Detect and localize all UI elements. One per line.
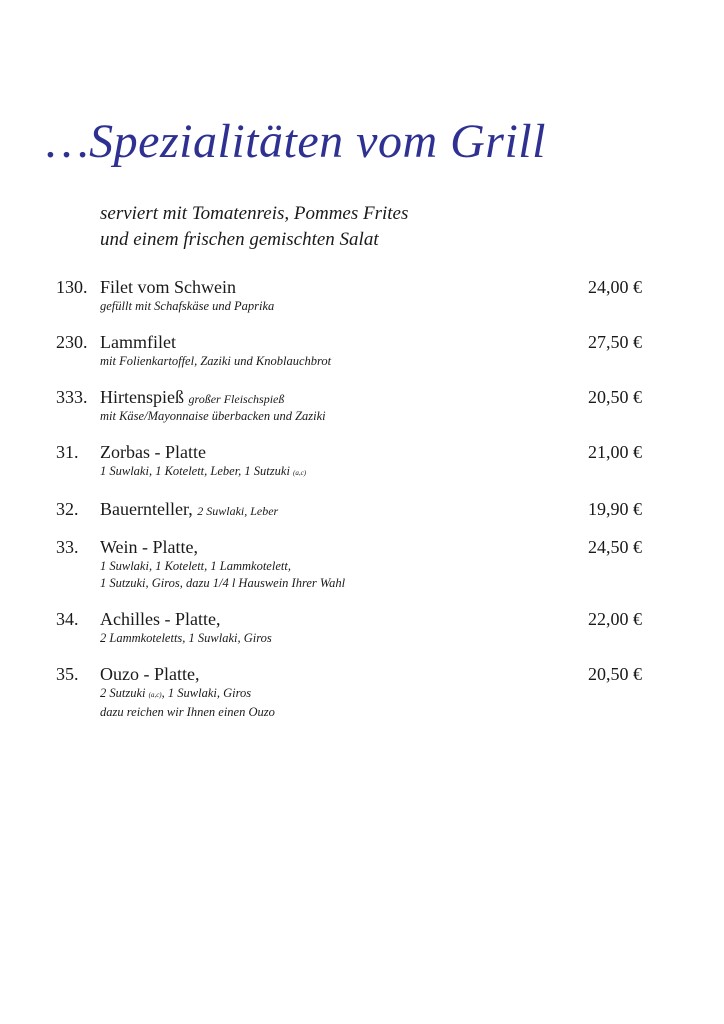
item-price: 22,00 €: [588, 609, 642, 629]
item-note: großer Fleischspieß: [188, 392, 285, 406]
allergen-note: (a,c): [148, 691, 162, 699]
item-price: 24,00 €: [588, 277, 642, 297]
item-description: gefüllt mit Schafskäse und Paprika: [100, 299, 275, 313]
item-name-group: [100, 498, 278, 522]
item-price: 27,50 €: [588, 332, 642, 352]
item-name: Achilles - Platte,: [100, 609, 221, 629]
item-price: 20,50 €: [588, 664, 642, 684]
menu-item: [56, 331, 646, 370]
allergen-note: (a,c): [293, 469, 307, 477]
item-price: 19,90 €: [588, 499, 642, 519]
menu-item: [56, 663, 646, 721]
item-name: Filet vom Schwein: [100, 277, 236, 297]
item-name: Hirtenspieß: [100, 387, 184, 407]
item-description: 1 Suwlaki, 1 Kotelett, Leber, 1 Sutzuki: [100, 464, 290, 478]
item-description: 2 Sutzuki: [100, 686, 146, 700]
item-description: mit Käse/Mayonnaise überbacken und Zaziki: [100, 409, 326, 423]
subtitle-line-2: und einem frischen gemischten Salat: [100, 229, 379, 250]
item-number: 32.: [56, 499, 79, 519]
item-name: Bauernteller,: [100, 499, 193, 519]
item-description-2: 1 Sutzuki, Giros, dazu 1/4 l Hauswein Ihrer Wahl: [100, 576, 346, 590]
menu-item: [56, 441, 646, 482]
menu-item: [56, 536, 646, 592]
item-description-rest: , 1 Suwlaki, Giros: [161, 686, 252, 700]
menu-list: [56, 276, 646, 737]
item-description: mit Folienkartoffel, Zaziki und Knoblauchbrot: [100, 354, 332, 368]
item-note: 2 Suwlaki, Leber: [197, 504, 279, 518]
item-description-group: [100, 463, 646, 482]
item-number: 130.: [56, 277, 88, 297]
item-description-group: [100, 685, 646, 704]
item-description: 2 Lammkoteletts, 1 Suwlaki, Giros: [100, 631, 272, 645]
page-title: …Spezialitäten vom Grill: [46, 115, 546, 168]
menu-item: [56, 498, 646, 520]
menu-item: [56, 276, 646, 315]
subtitle-line-1: serviert mit Tomatenreis, Pommes Frites: [100, 203, 409, 224]
section-subtitle: [100, 201, 620, 253]
item-price: 24,50 €: [588, 537, 642, 557]
item-number: 35.: [56, 664, 79, 684]
item-name: Wein - Platte,: [100, 537, 199, 557]
item-price: 20,50 €: [588, 387, 642, 407]
item-name-group: [100, 386, 284, 410]
item-number: 333.: [56, 387, 88, 407]
item-name: Lammfilet: [100, 332, 176, 352]
item-name: Zorbas - Platte: [100, 442, 206, 462]
item-description-2: dazu reichen wir Ihnen einen Ouzo: [100, 705, 275, 719]
item-number: 230.: [56, 332, 88, 352]
menu-item: [56, 386, 646, 425]
item-number: 31.: [56, 442, 79, 462]
menu-item: [56, 608, 646, 647]
item-price: 21,00 €: [588, 442, 642, 462]
item-description: 1 Suwlaki, 1 Kotelett, 1 Lammkotelett,: [100, 559, 291, 573]
item-number: 33.: [56, 537, 79, 557]
item-name: Ouzo - Platte,: [100, 664, 200, 684]
item-number: 34.: [56, 609, 79, 629]
